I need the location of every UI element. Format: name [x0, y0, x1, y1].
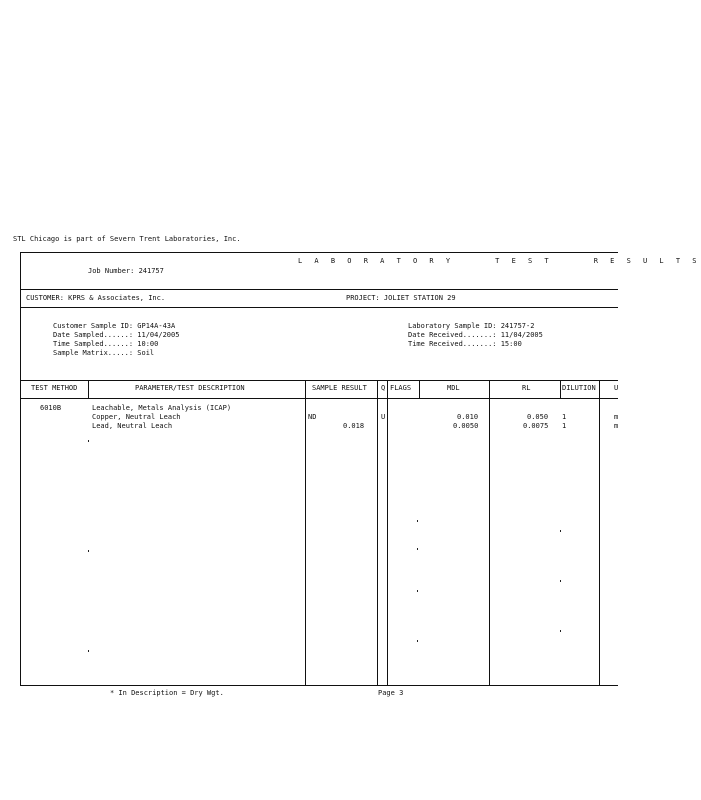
page-number: Page 3 [378, 689, 404, 697]
scan-speck [417, 590, 418, 592]
customer-sample-id: Customer Sample ID: GP14A-43A [53, 322, 176, 330]
col-header-units: U [614, 384, 619, 392]
scan-speck [88, 650, 89, 652]
row-dilution: 1 [562, 413, 567, 421]
time-received: Time Received.......: 15:00 [408, 340, 522, 348]
col-header-dilution: DILUTION [562, 384, 596, 392]
customer-bottom-rule [20, 307, 618, 308]
scan-speck [417, 520, 418, 522]
row-mdl: 0.010 [457, 413, 479, 421]
row-dilution: 1 [562, 422, 567, 430]
report-title: L A B O R A T O R Y T E S T R E S U L T S [298, 257, 701, 265]
customer-name: CUSTOMER: KPRS & Associates, Inc. [26, 294, 166, 302]
table-header-top-rule [20, 380, 618, 381]
col-sep-method [88, 380, 89, 399]
row-units: m [614, 422, 619, 430]
time-sampled: Time Sampled......: 10:00 [53, 340, 159, 348]
footer-note: * In Description = Dry Wgt. [110, 689, 224, 697]
laboratory-sample-id: Laboratory Sample ID: 241757-2 [408, 322, 535, 330]
row-result: 0.018 [343, 422, 365, 430]
col-sep-q [387, 380, 388, 685]
col-sep-parameter [305, 380, 306, 685]
col-header-rl: RL [522, 384, 531, 392]
scan-speck [560, 580, 561, 582]
sample-matrix: Sample Matrix.....: Soil [53, 349, 155, 357]
col-sep-dilution [599, 380, 600, 685]
frame-bottom-rule [20, 685, 618, 686]
col-header-flags: FLAGS [390, 384, 412, 392]
row-qualifier: U [381, 413, 386, 421]
col-header-test-method: TEST METHOD [31, 384, 78, 392]
row-parameter: Lead, Neutral Leach [92, 422, 173, 430]
row-parameter: Copper, Neutral Leach [92, 413, 181, 421]
frame-top-rule [20, 252, 618, 253]
col-sep-mdl [489, 380, 490, 685]
col-sep-flags [419, 380, 420, 399]
frame-left-rule [20, 252, 21, 686]
row-units: m [614, 413, 619, 421]
scan-speck [560, 530, 561, 532]
scan-speck [88, 550, 89, 552]
col-header-q: Q [381, 384, 386, 392]
col-header-parameter: PARAMETER/TEST DESCRIPTION [135, 384, 245, 392]
scan-speck [88, 440, 89, 442]
row-rl: 0.050 [527, 413, 549, 421]
col-sep-result [377, 380, 378, 685]
scan-speck [417, 640, 418, 642]
row-method: 6010B [40, 404, 62, 412]
table-header-bottom-rule [20, 398, 618, 399]
row-mdl: 0.0050 [453, 422, 479, 430]
date-received: Date Received.......: 11/04/2005 [408, 331, 543, 339]
row-result: ND [308, 413, 317, 421]
col-header-mdl: MDL [447, 384, 460, 392]
scan-speck [560, 630, 561, 632]
scan-speck [417, 548, 418, 550]
project-name: PROJECT: JOLIET STATION 29 [346, 294, 456, 302]
row-parameter: Leachable, Metals Analysis (ICAP) [92, 404, 232, 412]
col-sep-rl [560, 380, 561, 399]
lab-affiliation-line: STL Chicago is part of Severn Trent Laboratories, Inc. [13, 235, 241, 243]
row-rl: 0.0075 [523, 422, 549, 430]
date-sampled: Date Sampled......: 11/04/2005 [53, 331, 180, 339]
col-header-sample-result: SAMPLE RESULT [312, 384, 367, 392]
job-number: Job Number: 241757 [88, 267, 164, 275]
customer-top-rule [20, 289, 618, 290]
